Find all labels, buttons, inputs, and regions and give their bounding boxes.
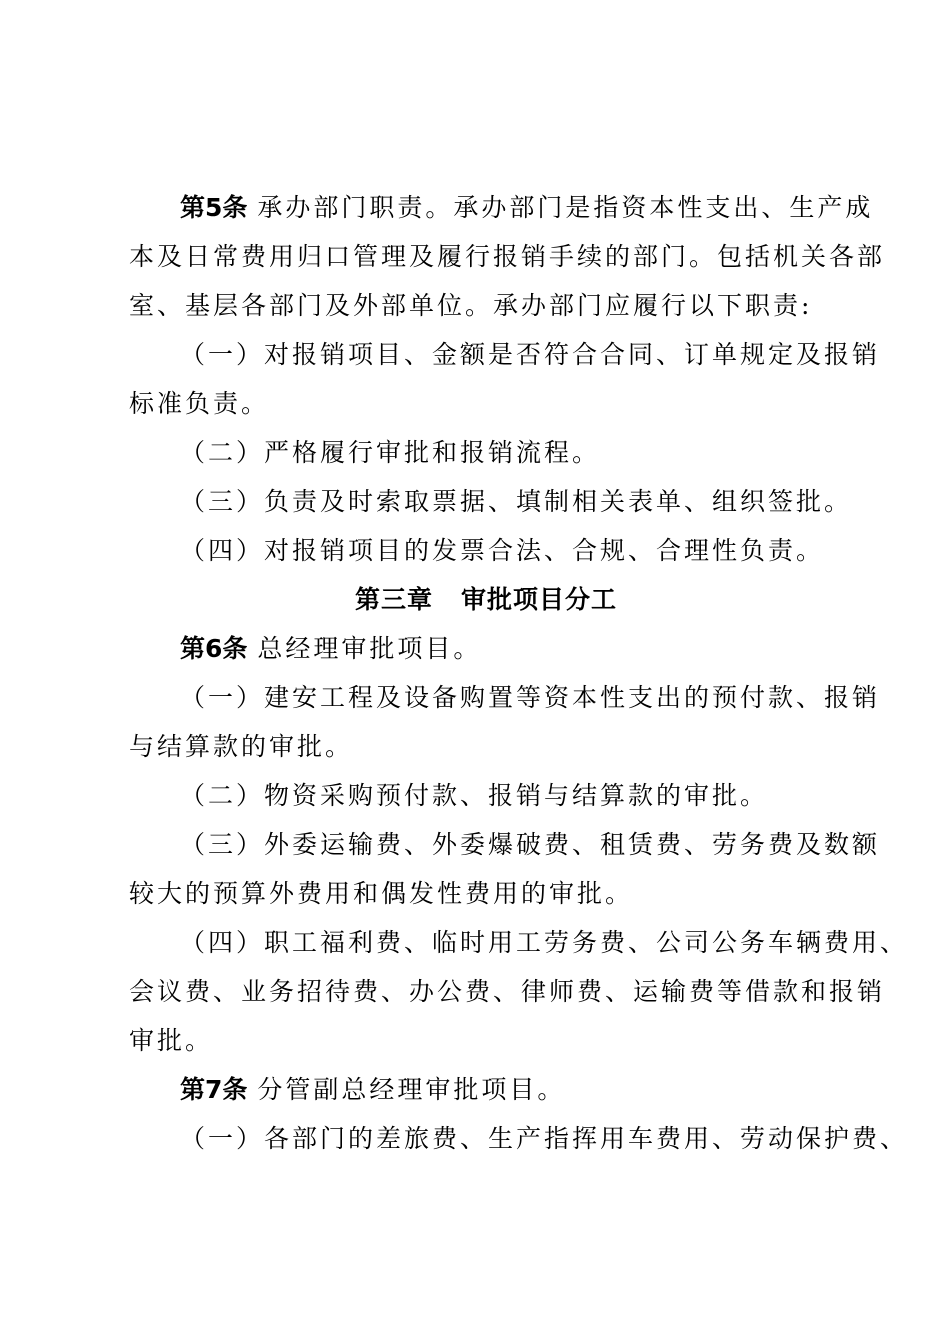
paragraph-line: 本及日常费用归口管理及履行报销手续的部门。包括机关各部: [129, 242, 886, 271]
paragraph-text: 承办部门职责。承办部门是指资本性支出、生产成: [257, 193, 874, 222]
article-number: 第7条: [180, 1075, 248, 1104]
chapter-heading: [129, 575, 835, 624]
paragraph-text: 分管副总经理审批项目。: [257, 1075, 566, 1104]
document-body: [129, 183, 909, 1163]
paragraph-line: 与结算款的审批。: [129, 732, 354, 761]
article-number: 第5条: [180, 193, 248, 222]
article-7-heading: [129, 1065, 835, 1114]
list-item: （一）建安工程及设备购置等资本性支出的预付款、报销: [180, 683, 881, 712]
list-item: （四）对报销项目的发票合法、合规、合理性负责。: [180, 536, 825, 565]
list-item: （一）对报销项目、金额是否符合合同、订单规定及报销: [180, 340, 881, 369]
paragraph-text: 总经理审批项目。: [257, 634, 482, 663]
list-item: （四）职工福利费、临时用工劳务费、公司公务车辆费用、: [180, 928, 909, 957]
paragraph-line: 标准负责。: [129, 389, 270, 418]
chapter-number: 第三章: [354, 585, 433, 614]
article-number: 第6条: [180, 634, 248, 663]
paragraph-line: 会议费、业务招待费、办公费、律师费、运输费等借款和报销: [129, 977, 886, 1006]
paragraph-line: 审批。: [129, 1026, 214, 1055]
list-item: （二）严格履行审批和报销流程。: [180, 438, 601, 467]
article-6-heading: [129, 624, 835, 673]
chapter-title: 审批项目分工: [461, 585, 618, 614]
paragraph-line: 室、基层各部门及外部单位。承办部门应履行以下职责:: [129, 291, 813, 320]
list-item: （二）物资采购预付款、报销与结算款的审批。: [180, 781, 769, 810]
list-item: （三）负责及时索取票据、填制相关表单、组织签批。: [180, 487, 853, 516]
article-5-heading: [129, 183, 874, 232]
list-item: （三）外委运输费、外委爆破费、租赁费、劳务费及数额: [180, 830, 881, 859]
list-item: （一）各部门的差旅费、生产指挥用车费用、劳动保护费、: [180, 1124, 909, 1153]
paragraph-line: 较大的预算外费用和偶发性费用的审批。: [129, 879, 634, 908]
